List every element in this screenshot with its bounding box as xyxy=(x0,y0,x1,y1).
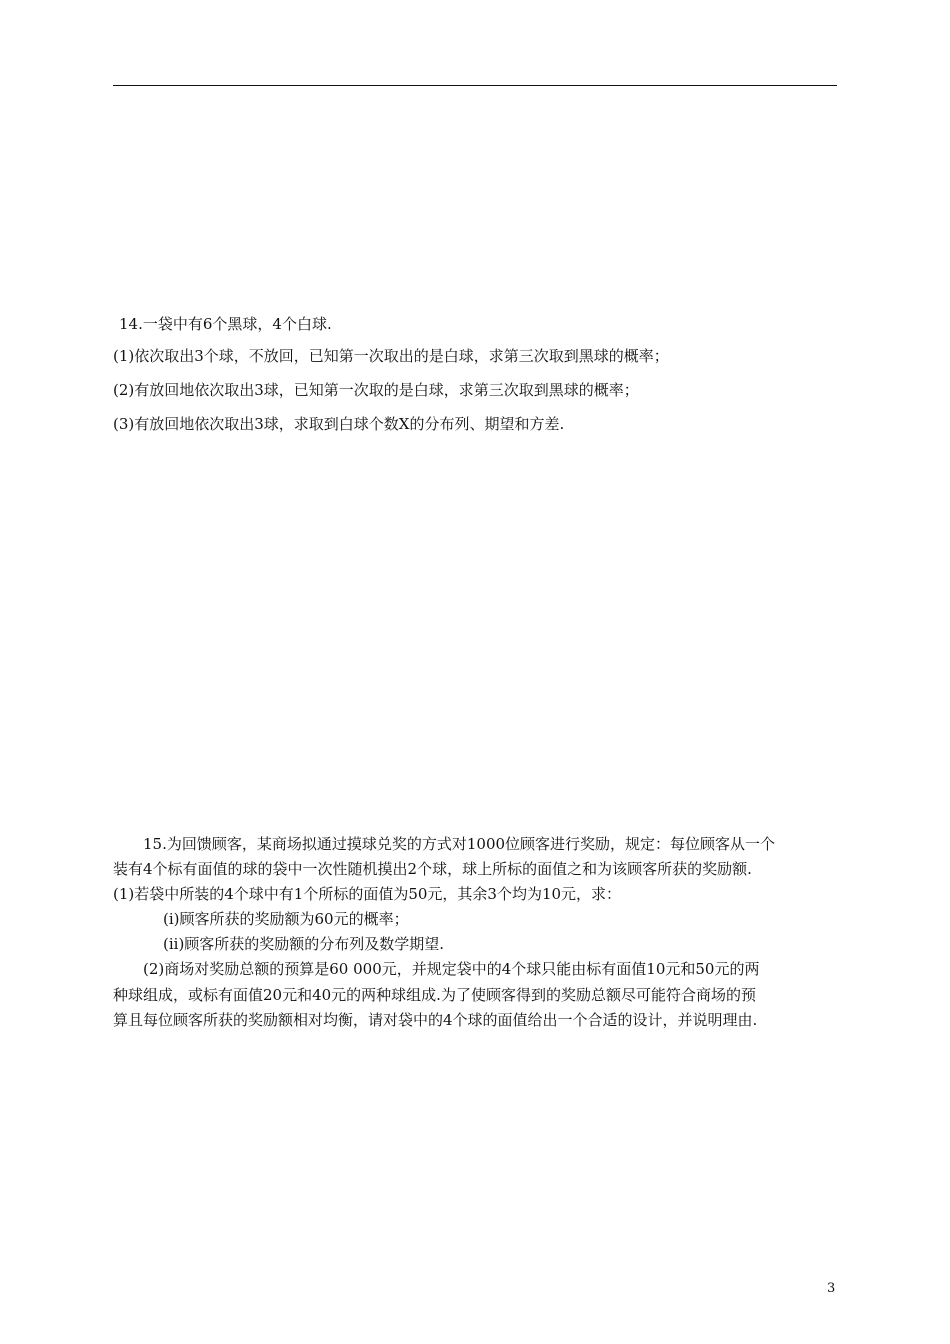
q15-part1-i: (i)顾客所获的奖励额为60元的概率； xyxy=(163,910,409,928)
q15-part1-ii: (ii)顾客所获的奖励额的分布列及数学期望. xyxy=(163,935,445,953)
page-number: 3 xyxy=(827,1281,836,1296)
q15-part2-line3: 算且每位顾客所获的奖励额相对均衡，请对袋中的4个球的面值给出一个合适的设计，并说明理由. xyxy=(113,1011,758,1029)
q14-part2: (2)有放回地依次取出3球，已知第一次取的是白球，求第三次取到黑球的概率； xyxy=(113,381,639,399)
q15-part2-line1: (2)商场对奖励总额的预算是60 000元，并规定袋中的4个球只能由标有面值10元和50元的两 xyxy=(143,960,760,978)
q15-stem-line2: 装有4个标有面值的球的袋中一次性随机摸出2个球，球上所标的面值之和为该顾客所获的奖励额. xyxy=(113,860,752,878)
header-rule xyxy=(113,85,837,86)
q14-stem: 14.一袋中有6个黑球，4个白球. xyxy=(119,315,332,333)
q15-part2-line2: 种球组成，或标有面值20元和40元的两种球组成.为了使顾客得到的奖励总额尽可能符合商场的预 xyxy=(113,986,756,1004)
q14-part3: (3)有放回地依次取出3球，求取到白球个数X的分布列、期望和方差. xyxy=(113,415,565,433)
q15-stem-line1: 15.为回馈顾客，某商场拟通过摸球兑奖的方式对1000位顾客进行奖励，规定：每位顾客从一个 xyxy=(143,835,776,853)
q15-part1: (1)若袋中所装的4个球中有1个所标的面值为50元，其余3个均为10元，求： xyxy=(113,885,622,903)
q14-part1: (1)依次取出3个球，不放回，已知第一次取出的是白球，求第三次取到黑球的概率； xyxy=(113,347,669,365)
